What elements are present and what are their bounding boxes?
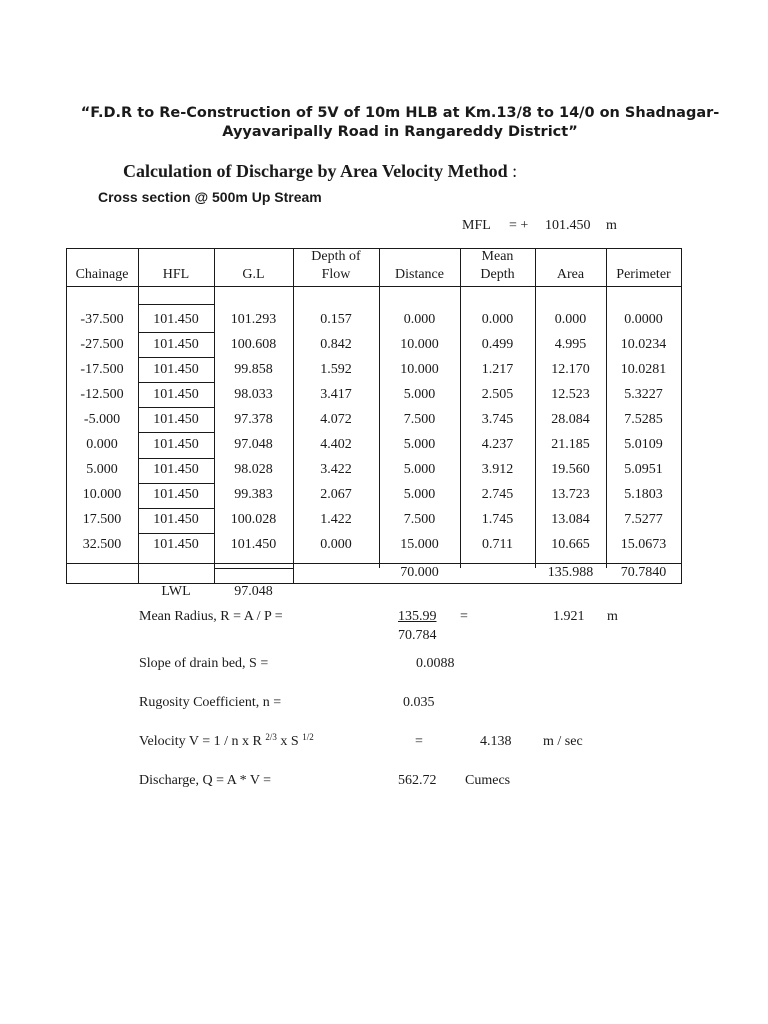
mean-radius-unit: m	[607, 609, 618, 624]
mfl-eq: = +	[509, 218, 529, 233]
hfl-row-line	[138, 533, 214, 534]
cell-distance: 10.000	[400, 337, 439, 352]
cell-area: 13.084	[551, 512, 590, 527]
mfl-value: 101.450	[545, 218, 591, 233]
cell-chainage: -27.500	[80, 337, 124, 352]
mean-radius-denominator: 70.784	[398, 628, 437, 643]
cell-depth: 3.422	[320, 462, 352, 477]
heading-colon: :	[512, 161, 518, 181]
hfl-row-line	[138, 458, 214, 459]
cell-perimeter: 7.5285	[624, 412, 663, 427]
cell-distance: 5.000	[403, 487, 436, 502]
hfl-row-line	[138, 332, 214, 333]
cell-hfl: 101.450	[153, 337, 199, 352]
mfl-unit: m	[606, 218, 617, 233]
table-border-right	[681, 248, 682, 584]
cell-distance: 5.000	[403, 437, 436, 452]
hfl-row-line	[138, 407, 214, 408]
lwl-label: LWL	[161, 584, 191, 599]
mean-radius-label: Mean Radius, R = A / P =	[139, 609, 283, 624]
cell-area: 28.084	[551, 412, 590, 427]
cell-perimeter: 10.0234	[620, 337, 667, 352]
slope-label: Slope of drain bed, S =	[139, 656, 269, 671]
header-mean-line2: Depth	[480, 267, 515, 282]
cell-distance: 0.000	[403, 312, 436, 327]
cell-chainage: 32.500	[82, 537, 122, 552]
cell-gl: 97.048	[234, 437, 273, 452]
header-divider	[66, 286, 682, 287]
header-chainage: Chainage	[75, 267, 129, 282]
header-area: Area	[556, 267, 585, 282]
cell-gl: 98.028	[234, 462, 273, 477]
mean-radius-numerator: 135.99	[398, 609, 437, 624]
cell-gl: 98.033	[234, 387, 273, 402]
cell-hfl: 101.450	[153, 537, 199, 552]
hfl-row-line	[138, 304, 214, 305]
cell-mean-depth: 0.000	[481, 312, 514, 327]
cell-mean-depth: 1.745	[481, 512, 514, 527]
cell-mean-depth: 0.711	[482, 537, 513, 552]
header-depth-line2: Flow	[321, 267, 351, 282]
discharge-value: 562.72	[398, 773, 437, 788]
cell-perimeter: 5.1803	[624, 487, 663, 502]
cell-area: 21.185	[551, 437, 590, 452]
cell-mean-depth: 4.237	[481, 437, 514, 452]
cell-hfl: 101.450	[153, 312, 199, 327]
total-distance: 70.000	[400, 565, 439, 580]
cell-depth: 0.000	[320, 537, 352, 552]
cell-area: 0.000	[554, 312, 587, 327]
cell-hfl: 101.450	[153, 462, 199, 477]
cell-distance: 7.500	[403, 512, 436, 527]
hfl-row-line	[138, 357, 214, 358]
cell-area: 12.523	[551, 387, 590, 402]
cell-perimeter: 10.0281	[620, 362, 667, 377]
hfl-row-line	[138, 432, 214, 433]
cell-distance: 10.000	[400, 362, 439, 377]
velocity-label-a: Velocity V = 1 / n x R	[139, 734, 262, 749]
cell-mean-depth: 2.745	[481, 487, 514, 502]
total-area: 135.988	[547, 565, 594, 580]
slope-value: 0.0088	[416, 656, 455, 671]
lwl-value: 97.048	[234, 584, 273, 599]
cross-section-subheading: Cross section @ 500m Up Stream	[98, 189, 322, 205]
cell-chainage: 5.000	[86, 462, 118, 477]
calculation-heading	[123, 161, 517, 182]
total-perimeter: 70.7840	[620, 565, 667, 580]
hfl-row-line	[138, 508, 214, 509]
document-title-line1: “F.D.R to Re-Construction of 5V of 10m HLB at Km.13/8 to 14/0 on Shadnagar-	[80, 105, 720, 121]
cell-area: 19.560	[551, 462, 590, 477]
cell-gl: 99.858	[234, 362, 273, 377]
cell-perimeter: 5.0109	[624, 437, 663, 452]
lwl-line	[214, 568, 293, 569]
document-title-line2: Ayyavaripally Road in Rangareddy District”	[222, 124, 578, 140]
cell-chainage: -5.000	[83, 412, 121, 427]
cell-gl: 99.383	[234, 487, 273, 502]
cell-chainage: 0.000	[86, 437, 118, 452]
cell-perimeter: 5.3227	[624, 387, 663, 402]
velocity-label-b: x S	[276, 734, 299, 749]
cell-perimeter: 0.0000	[624, 312, 663, 327]
cell-depth: 4.072	[320, 412, 352, 427]
header-mean-line1: Mean	[481, 249, 514, 264]
cell-chainage: -17.500	[80, 362, 124, 377]
rugosity-label: Rugosity Coefficient, n =	[139, 695, 282, 710]
cell-perimeter: 5.0951	[624, 462, 663, 477]
cell-area: 4.995	[554, 337, 587, 352]
cell-depth: 1.592	[320, 362, 352, 377]
cell-gl: 100.608	[230, 337, 277, 352]
header-depth-line1: Depth of	[311, 249, 361, 264]
cell-hfl: 101.450	[153, 387, 199, 402]
cell-chainage: 17.500	[82, 512, 122, 527]
cell-distance: 15.000	[400, 537, 439, 552]
cell-hfl: 101.450	[153, 362, 199, 377]
cell-chainage: -12.500	[80, 387, 124, 402]
cell-depth: 0.157	[320, 312, 352, 327]
hfl-row-line	[138, 483, 214, 484]
cell-hfl: 101.450	[153, 512, 199, 527]
cell-mean-depth: 3.745	[481, 412, 514, 427]
velocity-formula	[139, 734, 314, 750]
cell-depth: 2.067	[320, 487, 352, 502]
cell-gl: 101.450	[230, 537, 277, 552]
cell-distance: 7.500	[403, 412, 436, 427]
cell-gl: 101.293	[230, 312, 277, 327]
cell-distance: 5.000	[403, 387, 436, 402]
rugosity-value: 0.035	[403, 695, 435, 710]
cell-area: 10.665	[551, 537, 590, 552]
hfl-row-line	[138, 382, 214, 383]
velocity-value: 4.138	[480, 734, 512, 749]
header-hfl: HFL	[162, 267, 190, 282]
velocity-unit: m / sec	[543, 734, 583, 749]
cell-chainage: -37.500	[80, 312, 124, 327]
cell-mean-depth: 0.499	[481, 337, 514, 352]
header-perimeter: Perimeter	[616, 267, 671, 282]
heading-text: Calculation of Discharge by Area Velocity Method	[123, 161, 508, 181]
cell-depth: 4.402	[320, 437, 352, 452]
cell-area: 12.170	[551, 362, 590, 377]
cell-hfl: 101.450	[153, 412, 199, 427]
header-gl: G.L	[242, 267, 265, 282]
cell-depth: 3.417	[320, 387, 352, 402]
cell-gl: 100.028	[230, 512, 277, 527]
cell-depth: 0.842	[320, 337, 352, 352]
discharge-label: Discharge, Q = A * V =	[139, 773, 272, 788]
cell-gl: 97.378	[234, 412, 273, 427]
cell-hfl: 101.450	[153, 437, 199, 452]
cell-mean-depth: 2.505	[481, 387, 514, 402]
mean-radius-eq: =	[460, 609, 468, 624]
mean-radius-result: 1.921	[553, 609, 585, 624]
cell-area: 13.723	[551, 487, 590, 502]
lwl-box-right	[293, 568, 294, 584]
cell-perimeter: 7.5277	[624, 512, 663, 527]
header-distance: Distance	[395, 267, 444, 282]
velocity-eq: =	[415, 734, 423, 749]
discharge-table	[66, 248, 682, 599]
cell-hfl: 101.450	[153, 487, 199, 502]
cell-distance: 5.000	[403, 462, 436, 477]
cell-mean-depth: 1.217	[481, 362, 514, 377]
discharge-unit: Cumecs	[465, 773, 511, 788]
cell-chainage: 10.000	[82, 487, 122, 502]
cell-mean-depth: 3.912	[481, 462, 514, 477]
mfl-label: MFL	[462, 218, 491, 233]
cell-depth: 1.422	[320, 512, 352, 527]
velocity-exp2: 1/2	[302, 732, 314, 742]
cell-perimeter: 15.0673	[620, 537, 667, 552]
velocity-exp1: 2/3	[265, 732, 277, 742]
